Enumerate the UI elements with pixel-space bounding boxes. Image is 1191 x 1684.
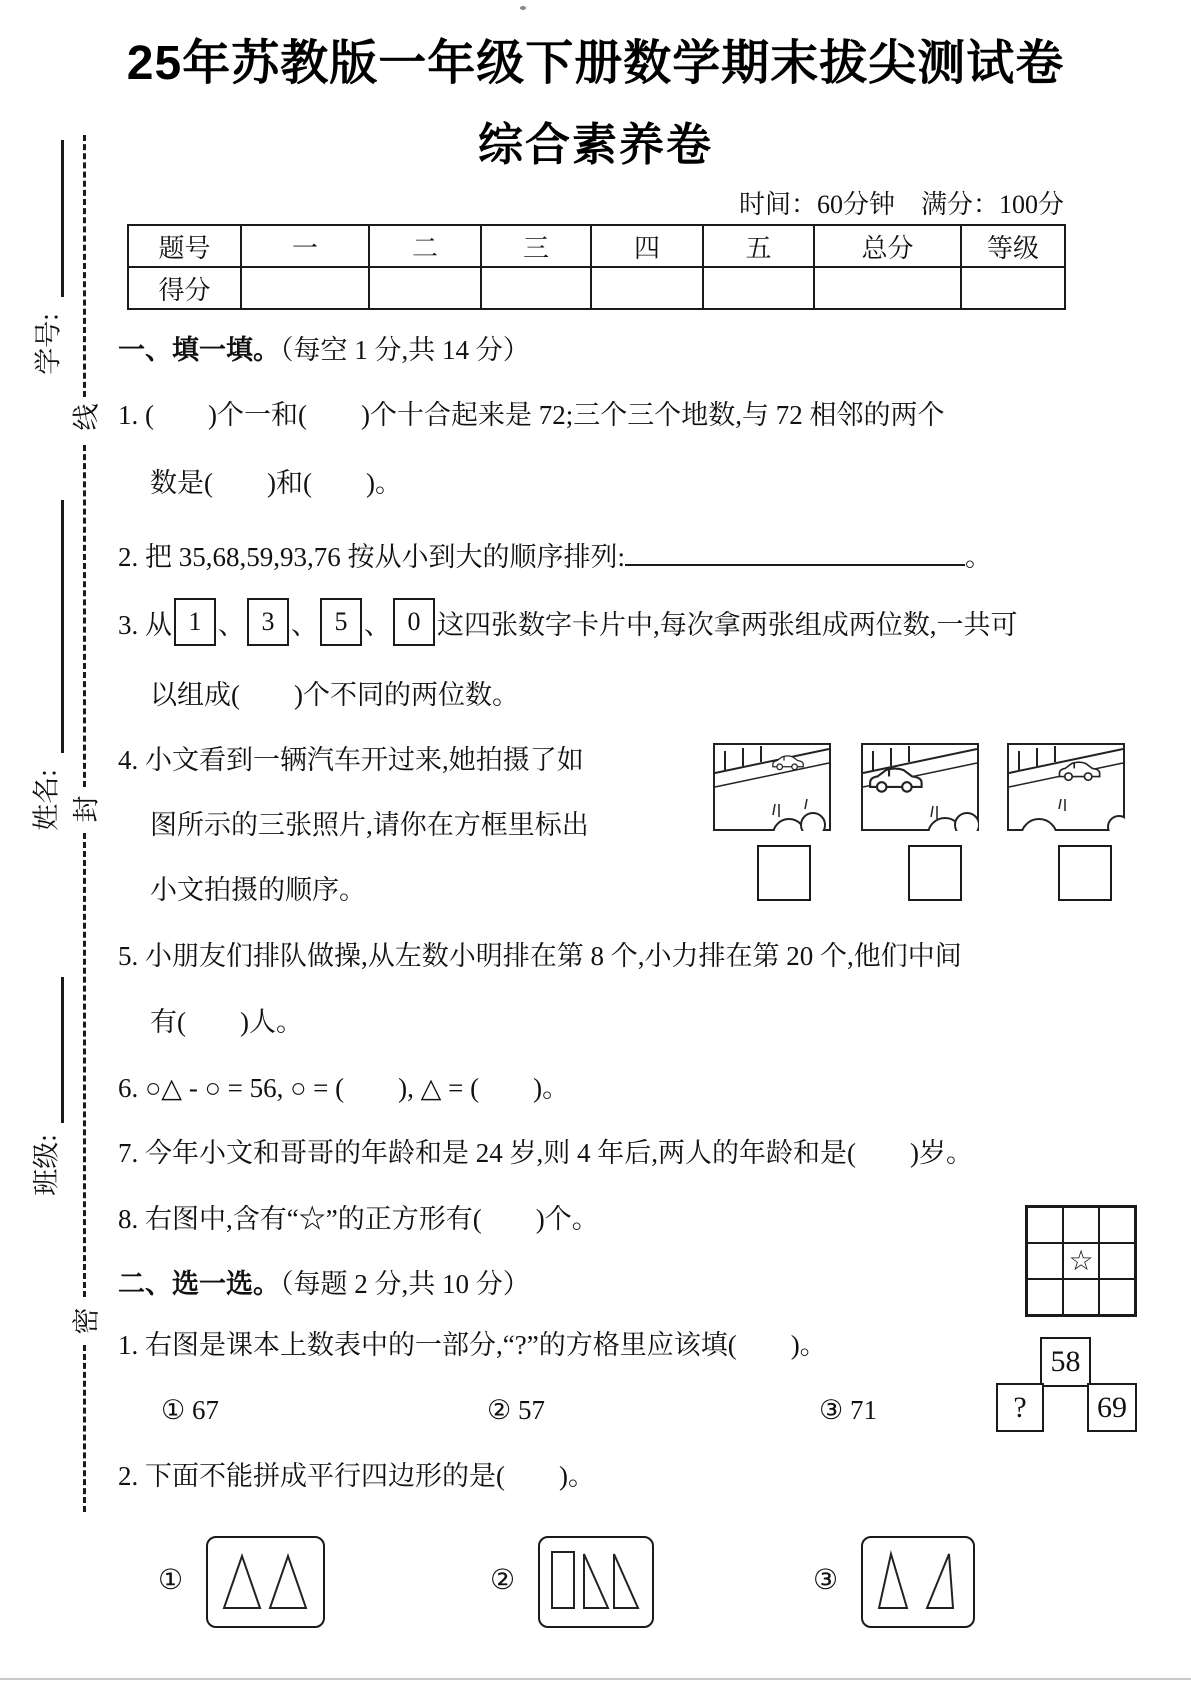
q2-text: 2. 把 35,68,59,93,76 按从小到大的顺序排列: xyxy=(118,542,626,572)
photo-car-far xyxy=(713,743,831,831)
paper-title: 25年苏教版一年级下册数学期末拔尖测试卷 xyxy=(126,37,1065,90)
star-grid xyxy=(1025,1205,1137,1317)
seal-dashed-line xyxy=(83,135,86,397)
score-empty-cell xyxy=(369,267,481,309)
q3-line-1 xyxy=(118,598,1018,646)
score-header-cell: 总分 xyxy=(814,225,961,267)
q2-answer-blank xyxy=(625,534,965,566)
score-header-cell: 五 xyxy=(703,225,814,267)
digit-card-1: 1 xyxy=(174,598,216,646)
section2-heading-main: 二、选一选。 xyxy=(118,1269,280,1299)
seal-dashed-line xyxy=(83,1345,86,1512)
section1-heading-main: 一、填一填。 xyxy=(118,335,280,365)
q3-line-2: 以组成( )个不同的两位数。 xyxy=(150,680,519,710)
mirrored-triangles-figure xyxy=(863,1538,973,1626)
score-header-cell: 一 xyxy=(241,225,369,267)
score-table-score-row xyxy=(128,267,1065,309)
q8-line: 8. 右图中,含有“☆”的正方形有( )个。 xyxy=(118,1204,599,1234)
s2-q1-option-1: ① 67 xyxy=(161,1395,219,1425)
q7-line: 7. 今年小文和哥哥的年龄和是 24 岁,则 4 年后,两人的年龄和是( )岁。 xyxy=(118,1138,973,1168)
rect-and-triangles-figure xyxy=(540,1538,652,1626)
q4-line-1: 4. 小文看到一辆汽车开过来,她拍摄了如 xyxy=(118,745,584,775)
section1-heading-note: （每空 1 分,共 14 分） xyxy=(280,335,530,365)
s2-q2-option-label-2: ② xyxy=(490,1565,516,1596)
shape-option-3 xyxy=(861,1536,975,1628)
grid-cell xyxy=(1027,1243,1063,1279)
s2-q2-line: 2. 下面不能拼成平行四边形的是( )。 xyxy=(118,1461,595,1491)
score-empty-cell xyxy=(814,267,961,309)
class-blank-line xyxy=(61,977,64,1123)
s2-q1-option-3: ③ 71 xyxy=(819,1395,877,1425)
photo-order-box-2 xyxy=(908,845,962,901)
grid-cell xyxy=(1027,1207,1063,1243)
score-row-label: 得分 xyxy=(128,267,241,309)
card-separator: 、 xyxy=(218,609,245,640)
grid-cell xyxy=(1063,1207,1099,1243)
score-header-cell: 题号 xyxy=(128,225,241,267)
chart-cell-69: 69 xyxy=(1087,1383,1137,1432)
s2-q1-option-2: ② 57 xyxy=(487,1395,545,1425)
seal-dashed-line xyxy=(83,445,86,787)
chart-cell-58: 58 xyxy=(1040,1337,1091,1387)
grid-cell xyxy=(1099,1243,1135,1279)
score-empty-cell xyxy=(703,267,814,309)
student-id-label: 学号: xyxy=(33,313,64,375)
q1-line-2: 数是( )和( )。 xyxy=(150,468,402,498)
q3-prefix: 3. 从 xyxy=(118,609,172,640)
card-separator: 、 xyxy=(291,609,318,640)
score-empty-cell xyxy=(481,267,591,309)
photo-car-mid xyxy=(1007,743,1125,831)
score-header-cell: 四 xyxy=(591,225,703,267)
name-label: 姓名: xyxy=(31,769,62,831)
score-empty-cell xyxy=(961,267,1065,309)
grid-cell xyxy=(1099,1207,1135,1243)
score-empty-cell xyxy=(241,267,369,309)
digit-card-0: 0 xyxy=(393,598,435,646)
card-separator: 、 xyxy=(364,609,391,640)
two-triangles-figure xyxy=(208,1538,323,1626)
section2-heading xyxy=(118,1267,530,1301)
seal-dashed-line xyxy=(83,833,86,1297)
shape-option-2 xyxy=(538,1536,654,1628)
section2-heading-note: （每题 2 分,共 10 分） xyxy=(280,1269,530,1299)
q1-line-1: 1. ( )个一和( )个十合起来是 72;三个三个地数,与 72 相邻的两个 xyxy=(118,400,945,430)
speck xyxy=(520,6,526,10)
grid-cell xyxy=(1063,1279,1099,1315)
class-label: 班级: xyxy=(31,1134,62,1196)
q4-line-2: 图所示的三张照片,请你在方框里标出 xyxy=(150,810,589,840)
q5-line-1: 5. 小朋友们排队做操,从左数小明排在第 8 个,小力排在第 20 个,他们中间 xyxy=(118,941,962,971)
photo-order-box-1 xyxy=(757,845,811,901)
digit-card-3: 3 xyxy=(247,598,289,646)
score-header-cell: 三 xyxy=(481,225,591,267)
digit-card-5: 5 xyxy=(320,598,362,646)
grid-cell xyxy=(1027,1279,1063,1315)
s2-q2-option-label-3: ③ xyxy=(813,1565,839,1596)
photo-car-near xyxy=(861,743,979,831)
s2-q1-line: 1. 右图是课本上数表中的一部分,“?”的方格里应该填( )。 xyxy=(118,1330,827,1360)
q2-period: 。 xyxy=(965,542,993,572)
score-table xyxy=(127,224,1066,310)
q4-line-3: 小文拍摄的顺序。 xyxy=(150,875,366,905)
seal-char-feng: 封 xyxy=(71,795,102,823)
score-table-header-row xyxy=(128,225,1065,267)
shape-option-1 xyxy=(206,1536,325,1628)
q2-line xyxy=(118,534,992,574)
time-score-meta: 时间：60分钟 满分：100分 xyxy=(738,190,1064,219)
paper-subtitle: 综合素养卷 xyxy=(477,119,713,170)
name-blank-line xyxy=(61,500,64,753)
score-header-cell: 等级 xyxy=(961,225,1065,267)
s2-q2-option-label-1: ① xyxy=(158,1565,184,1596)
seal-char-mi: 密 xyxy=(71,1307,102,1335)
q6-line: 6. ○△ - ○ = 56, ○ = ( ), △ = ( )。 xyxy=(118,1073,570,1103)
grid-cell-star: ☆ xyxy=(1063,1243,1099,1279)
page-bottom-edge xyxy=(0,1678,1191,1680)
photo-order-box-3 xyxy=(1058,845,1112,901)
score-header-cell: 二 xyxy=(369,225,481,267)
q3-suffix: 这四张数字卡片中,每次拿两张组成两位数,一共可 xyxy=(437,609,1018,640)
seal-char-line: 线 xyxy=(71,403,102,431)
grid-cell xyxy=(1099,1279,1135,1315)
section1-heading xyxy=(118,333,530,367)
chart-cell-question: ? xyxy=(996,1383,1044,1432)
q5-line-2: 有( )人。 xyxy=(150,1007,303,1037)
score-empty-cell xyxy=(591,267,703,309)
